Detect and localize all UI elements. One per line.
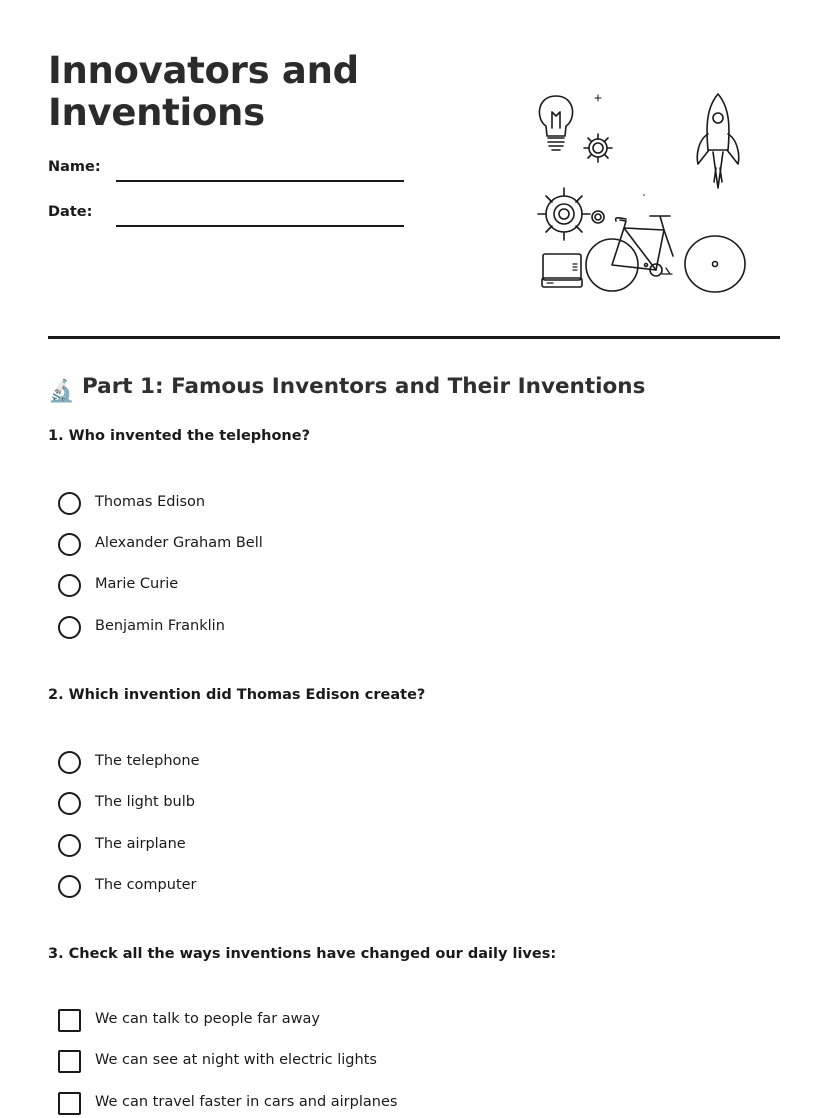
checkbox[interactable] bbox=[58, 1092, 81, 1115]
option-label: The computer bbox=[95, 877, 197, 893]
header-divider bbox=[48, 336, 780, 339]
question-2-option[interactable] bbox=[58, 834, 558, 858]
bicycle-icon bbox=[586, 216, 673, 291]
part1-title: Part 1: Famous Inventors and Their Inventions bbox=[82, 374, 646, 399]
radio-button[interactable] bbox=[58, 834, 81, 857]
inventions-illustration bbox=[530, 88, 752, 300]
radio-button[interactable] bbox=[58, 492, 81, 515]
question-1-option[interactable] bbox=[58, 533, 558, 557]
question-1-text: 1. Who invented the telephone? bbox=[48, 428, 311, 444]
date-field[interactable] bbox=[116, 225, 404, 227]
question-3-option[interactable] bbox=[58, 1092, 558, 1116]
date-label: Date: bbox=[48, 204, 93, 220]
radio-button[interactable] bbox=[58, 751, 81, 774]
question-3-option[interactable] bbox=[58, 1009, 558, 1033]
question-2-text: 2. Which invention did Thomas Edison create? bbox=[48, 687, 426, 703]
laptop-icon bbox=[542, 254, 582, 287]
wheel-icon bbox=[685, 236, 745, 292]
question-1-option[interactable] bbox=[58, 492, 558, 516]
question-2-option[interactable] bbox=[58, 751, 558, 775]
light-bulb-icon bbox=[539, 96, 572, 150]
title-line-2: Inventions bbox=[48, 91, 265, 134]
option-label: We can talk to people far away bbox=[95, 1011, 320, 1027]
rocket-icon bbox=[697, 94, 738, 188]
part1-heading bbox=[48, 374, 645, 404]
question-2-option[interactable] bbox=[58, 792, 558, 816]
microscope-icon: 🔬 bbox=[48, 379, 75, 404]
question-3-text: 3. Check all the ways inventions have changed our daily lives: bbox=[48, 946, 557, 962]
radio-button[interactable] bbox=[58, 616, 81, 639]
checkbox[interactable] bbox=[58, 1009, 81, 1032]
radio-button[interactable] bbox=[58, 875, 81, 898]
gear-icon bbox=[584, 134, 612, 162]
option-label: The telephone bbox=[95, 753, 200, 769]
option-label: We can see at night with electric lights bbox=[95, 1052, 377, 1068]
question-2-option[interactable] bbox=[58, 875, 558, 899]
option-label: Thomas Edison bbox=[95, 494, 206, 510]
question-1-option[interactable] bbox=[58, 574, 558, 598]
worksheet-title bbox=[48, 50, 359, 134]
option-label: The light bulb bbox=[95, 794, 195, 810]
title-line-1: Innovators and bbox=[48, 49, 359, 92]
option-label: We can travel faster in cars and airplanes bbox=[95, 1094, 398, 1110]
option-label: Marie Curie bbox=[95, 576, 179, 592]
gear-icon bbox=[538, 188, 604, 240]
radio-button[interactable] bbox=[58, 792, 81, 815]
option-label: Alexander Graham Bell bbox=[95, 535, 263, 551]
radio-button[interactable] bbox=[58, 574, 81, 597]
question-3-option[interactable] bbox=[58, 1050, 558, 1074]
option-label: Benjamin Franklin bbox=[95, 618, 225, 634]
name-label: Name: bbox=[48, 159, 101, 175]
radio-button[interactable] bbox=[58, 533, 81, 556]
checkbox[interactable] bbox=[58, 1050, 81, 1073]
option-label: The airplane bbox=[95, 836, 186, 852]
name-field[interactable] bbox=[116, 180, 404, 182]
question-1-option[interactable] bbox=[58, 616, 558, 640]
